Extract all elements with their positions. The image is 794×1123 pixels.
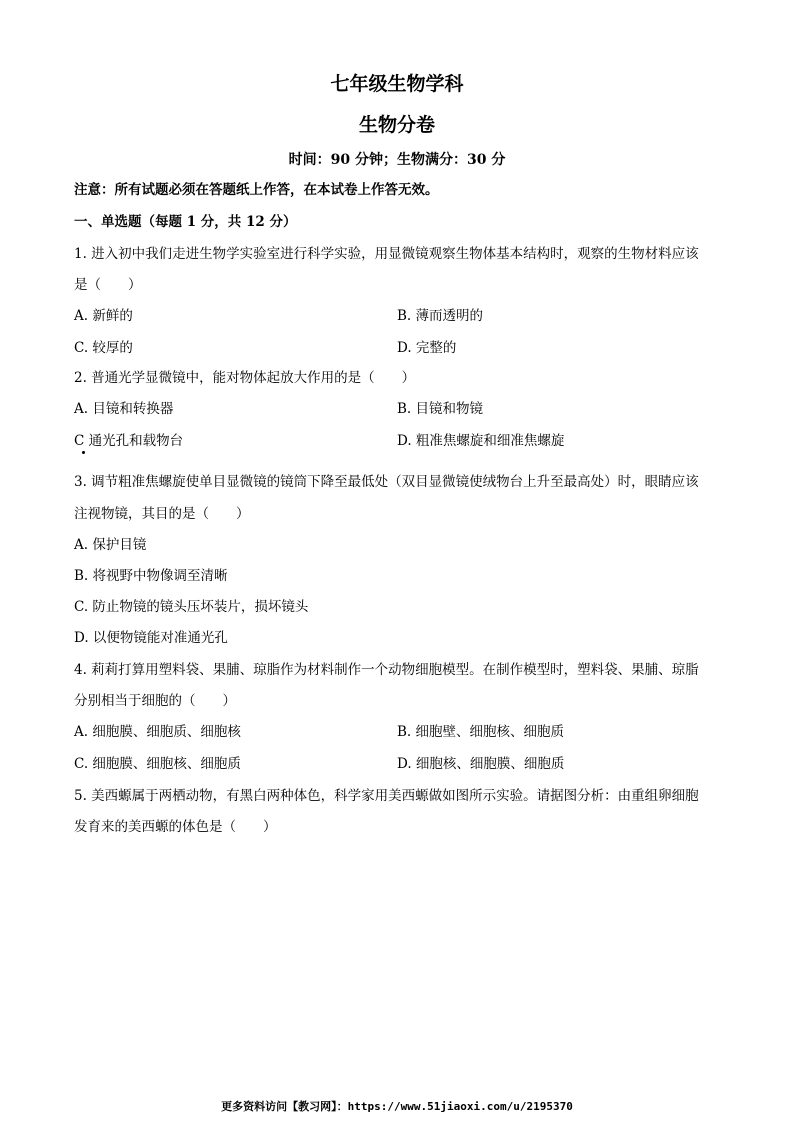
question-2-stem: 2. 普通光学显微镜中，能对物体起放大作用的是（ ） [74, 370, 416, 386]
option-c-dot-mark [82, 451, 85, 454]
question-2-option-b: B. 目镜和物镜 [397, 401, 484, 417]
notice: 注意：所有试题必须在答题纸上作答，在本试卷上作答无效。 [74, 182, 439, 198]
question-3-stem-line-1: 3. 调节粗准焦螺旋使单目显微镜的镜筒下降至最低处（双目显微镜使绒物台上升至最高处）时，眼睛应该 [74, 474, 699, 490]
section-heading: 一、单选题（每题 1 分，共 12 分） [74, 214, 297, 230]
question-3-option-b: B. 将视野中物像调至清晰 [74, 568, 228, 584]
question-2-option-c: C 通光孔和载物台 [74, 433, 184, 449]
question-2-option-d: D. 粗准焦螺旋和细准焦螺旋 [397, 433, 565, 449]
question-1-option-a: A. 新鲜的 [74, 308, 133, 324]
footer-link[interactable]: 更多资料访问【教习网】：https://www.51jiaoxi.com/u/2195370 [221, 1100, 573, 1113]
question-3-stem-line-2: 注视物镜，其目的是（ ） [74, 506, 250, 522]
question-1-option-b: B. 薄而透明的 [397, 308, 484, 324]
question-1-stem-line-2: 是（ ） [74, 277, 142, 293]
question-4-stem-line-1: 4. 莉莉打算用塑料袋、果脯、琼脂作为材料制作一个动物细胞模型。在制作模型时，塑料袋、果脯、琼脂 [74, 662, 699, 678]
question-4-option-c: C. 细胞膜、细胞核、细胞质 [74, 756, 241, 772]
question-3-option-a: A. 保护目镜 [74, 537, 147, 553]
question-5-stem-line-2: 发育来的美西螈的体色是（ ） [74, 819, 277, 835]
page-title: 七年级生物学科 [330, 73, 464, 95]
question-2-option-a: A. 目镜和转换器 [74, 401, 174, 417]
question-1-stem-line-1: 1. 进入初中我们走进生物学实验室进行科学实验，用显微镜观察生物体基本结构时，观察的生物材料应该 [74, 246, 699, 262]
page-subtitle: 生物分卷 [358, 114, 435, 136]
question-4-stem-line-2: 分别相当于细胞的（ ） [74, 693, 236, 709]
question-3-option-c: C. 防止物镜的镜头压坏装片，损坏镜头 [74, 599, 309, 615]
question-3-option-d: D. 以便物镜能对准通光孔 [74, 630, 228, 646]
exam-meta: 时间：90 分钟；生物满分：30 分 [288, 152, 506, 168]
question-4-option-a: A. 细胞膜、细胞质、细胞核 [74, 724, 241, 740]
question-5-stem-line-1: 5. 美西螈属于两栖动物，有黑白两种体色，科学家用美西螈做如图所示实验。请据图分析：由重组卵细胞 [74, 788, 699, 804]
question-4-option-b: B. 细胞壁、细胞核、细胞质 [397, 724, 565, 740]
question-4-option-d: D. 细胞核、细胞膜、细胞质 [397, 756, 565, 772]
question-1-option-c: C. 较厚的 [74, 340, 133, 356]
question-1-option-d: D. 完整的 [397, 340, 457, 356]
